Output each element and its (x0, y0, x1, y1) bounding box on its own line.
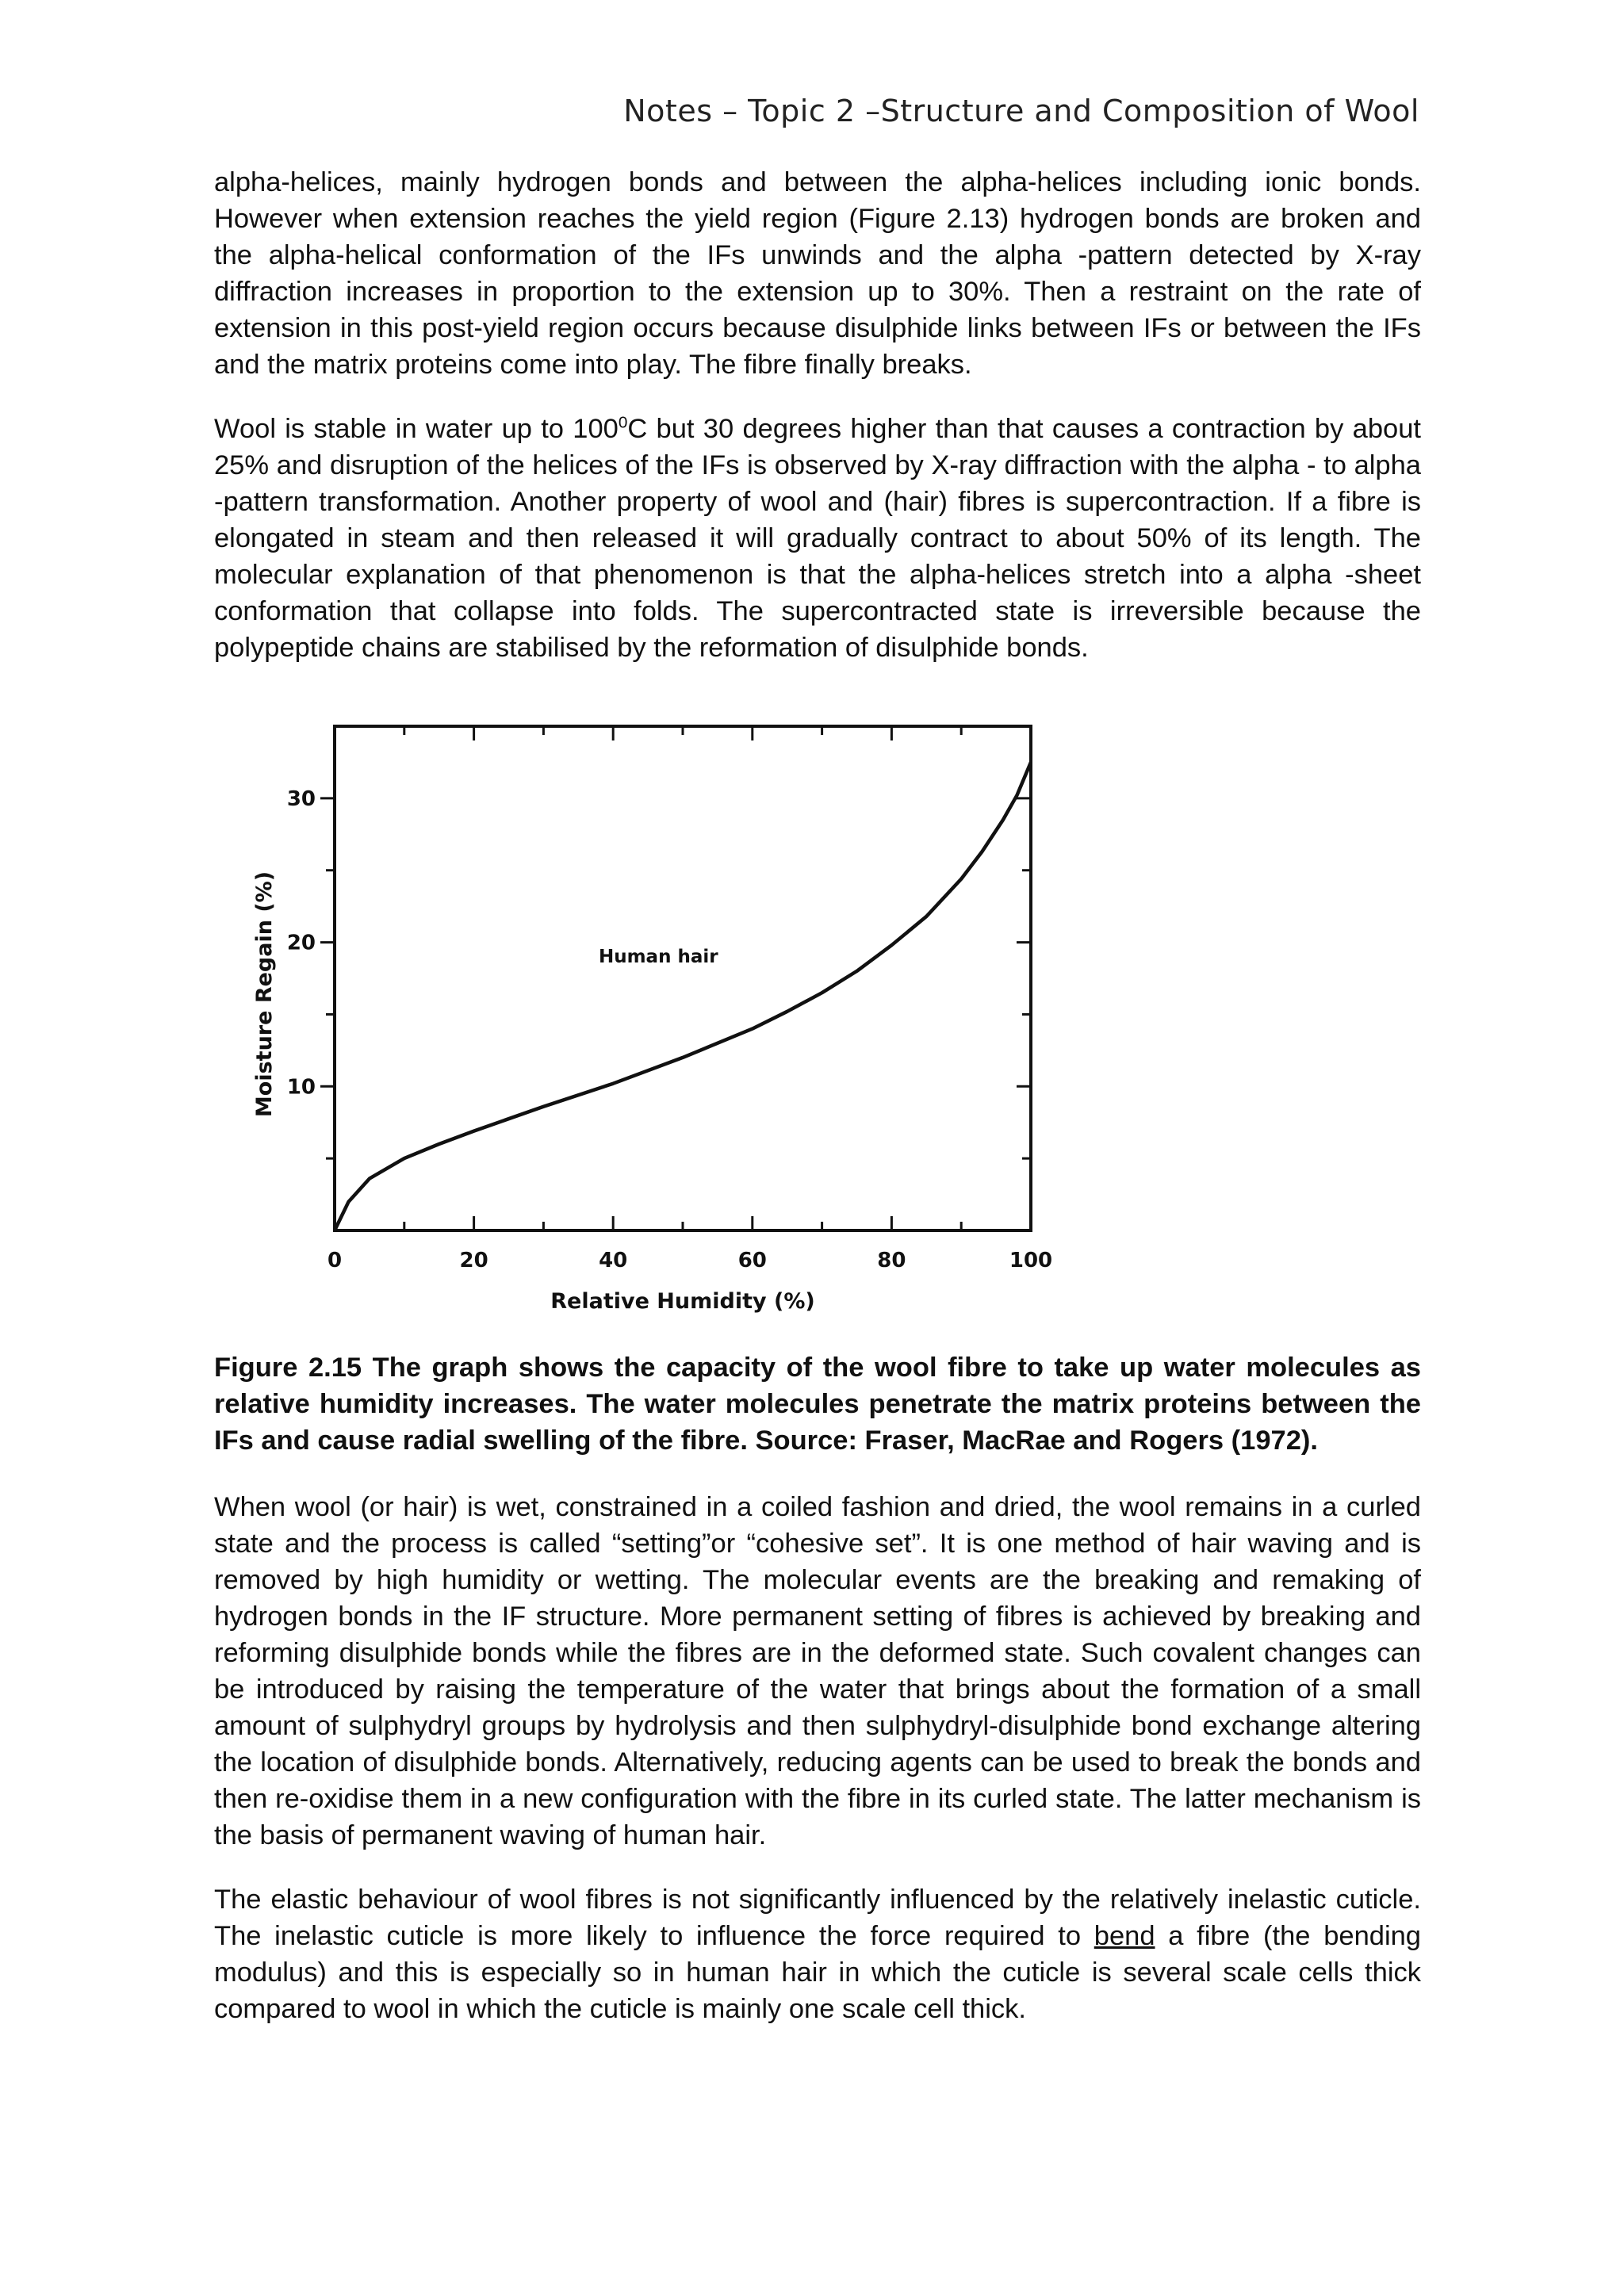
paragraph-4-text-a: The elastic behaviour of wool fibres is not significantly influenced by the relatively inelastic cuticle. The inelastic cuticle is more likely to influence the force required to (214, 1885, 1421, 1951)
moisture-regain-chart (238, 698, 1078, 1332)
paragraph-2-text-a: Wool is stable in water up to 100 (214, 414, 619, 444)
y-axis-label: Moisture Regain (%) (252, 871, 277, 1118)
x-tick-label: 100 (1009, 1249, 1053, 1272)
running-header: Notes – Topic 2 –Structure and Composition of Wool (623, 94, 1419, 128)
series-line-human-hair (335, 762, 1031, 1230)
chart-svg (238, 698, 1078, 1332)
x-axis-label: Relative Humidity (%) (550, 1289, 815, 1314)
paragraph-2-text-b: C but 30 degrees higher than that causes a contraction by about 25% and disruption of the helices of the IFs is observed by X-ray diffraction with the alpha - to alpha -pattern transformation. Another property of wool and (hair) fibres is supercontraction. If a fibre is elongated in steam and then released it will gradually contract to about 50% of its length. The molecular explanation of that phenomenon is that the alpha-helices stretch into a alpha -sheet conformation that collapse into folds. The supercontracted state is irreversible because the polypeptide chains are stabilised by the reformation of disulphide bonds. (214, 414, 1421, 663)
x-tick-label: 60 (737, 1249, 767, 1272)
x-tick-label: 40 (599, 1249, 628, 1272)
y-tick-label: 20 (286, 931, 316, 955)
y-tick-label: 10 (286, 1075, 316, 1100)
y-tick-label: 30 (286, 786, 316, 811)
plot-frame (335, 726, 1031, 1230)
paragraph-4-text-b: a fibre (the bending modulus) and this is especially so in human hair in which the cuticle is several scale cells thick compared to wool in which the cuticle is mainly one scale cell thick. (214, 1921, 1421, 2024)
underlined-word-bend: bend (1094, 1921, 1155, 1951)
paragraph-4 (214, 1881, 1421, 2027)
x-tick-label: 20 (459, 1249, 488, 1272)
degree-superscript: 0 (618, 413, 628, 432)
x-tick-label: 80 (877, 1249, 906, 1272)
paragraph-1: alpha-helices, mainly hydrogen bonds and between the alpha-helices including ionic bonds. However when extension reaches the yield region (Figure 2.13) hydrogen bonds are broken and the alpha-helical conformation of the IFs unwinds and the alpha -pattern detected by X-ray diffraction increases in proportion to the extension up to 30%. Then a restraint on the rate of extension in this post-yield region occurs because disulphide links between IFs or between the IFs and the matrix proteins come into play. The fibre finally breaks. (214, 167, 1421, 380)
paragraph-3: When wool (or hair) is wet, constrained in a coiled fashion and dried, the wool remains in a curled state and the process is called “setting”or “cohesive set”. It is one method of hair waving and is removed by high humidity or wetting. The molecular events are the breaking and remaking of hydrogen bonds in the IF structure. More permanent setting of fibres is achieved by breaking and reforming disulphide bonds while the fibres are in the deformed state. Such covalent changes can be introduced by raising the temperature of the water that brings about the formation of a small amount of sulphydryl groups by hydrolysis and then sulphydryl-disulphide bond exchange altering the location of disulphide bonds. Alternatively, reducing agents can be used to break the bonds and then re-oxidise them in a new configuration with the fibre in its curled state. The latter mechanism is the basis of permanent waving of human hair. (214, 1492, 1421, 1850)
paragraph-2 (214, 411, 1421, 666)
x-tick-label: 0 (327, 1249, 343, 1272)
figure-caption: Figure 2.15 The graph shows the capacity of the wool fibre to take up water molecules as relative humidity increases. The water molecules penetrate the matrix proteins between the IFs and cause radial swelling of the fibre. Source: Fraser, MacRae and Rogers (1972). (214, 1353, 1421, 1456)
annotation-human-hair: Human hair (598, 947, 718, 968)
